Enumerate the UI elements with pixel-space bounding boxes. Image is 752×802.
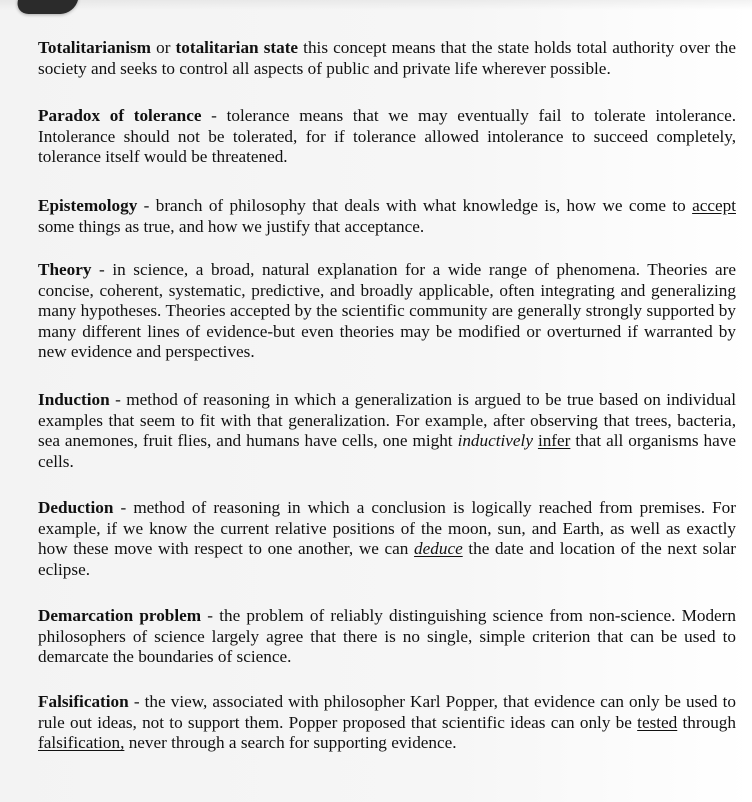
definition-falsification-part2: through — [677, 712, 736, 732]
term-induction: Induction — [38, 390, 110, 409]
entry-induction — [38, 390, 736, 472]
connector-or: or — [151, 38, 176, 57]
definition-demarcation-problem: - the problem of reliably distinguishing science from non-science. Modern philosophers of science largely agree that there is no single, simple criterion that can be used to demarcate the boundaries of science. — [38, 606, 736, 667]
term-epistemology: Epistemology — [38, 196, 138, 215]
underlined-falsification: falsification, — [38, 733, 125, 753]
entry-theory — [38, 260, 736, 363]
dark-tab-corner — [15, 0, 82, 14]
term-paradox-of-tolerance: Paradox of tolerance — [38, 106, 202, 125]
entry-deduction — [38, 498, 736, 580]
term-totalitarian-state: totalitarian state — [175, 38, 299, 57]
definition-induction-part1: - method of reasoning in which a generalization is argued to be true based on individual examples that seem to fit with that generalization. For example, after observing that trees, bacteria, sea anemones, fruit flies, and humans have cells, one might — [38, 390, 736, 451]
definition-falsification-part1: - the view, associated with philosopher Karl Popper, that evidence can only be used to rule out ideas, not to support them. Popper proposed that scientific ideas can only be — [38, 692, 736, 732]
entry-paradox-of-tolerance — [38, 106, 736, 168]
entry-epistemology — [38, 196, 736, 237]
underlined-deduce: deduce — [414, 539, 463, 559]
term-falsification: Falsification — [38, 692, 129, 711]
definition-induction-part2: that all organisms have cells. — [38, 431, 736, 471]
term-demarcation-problem: Demarcation problem — [38, 606, 202, 625]
definition-paradox-of-tolerance: - tolerance means that we may eventually fail to tolerate intolerance. Intolerance should not be tolerated, for if tolerance allowed intolerance to succeed completely, tolerance itself would be threatened. — [38, 106, 736, 167]
italic-inductively: inductively — [457, 431, 533, 451]
entry-demarcation-problem — [38, 606, 736, 668]
underlined-accept: accept — [692, 196, 736, 215]
term-totalitarianism: Totalitarianism — [38, 38, 152, 57]
definition-epistemology-part2: some things as true, and how we justify that acceptance. — [38, 216, 425, 236]
definition-theory: - in science, a broad, natural explanation for a wide range of phenomena. Theories are concise, coherent, systematic, predictive, and broadly applicable, often integrating and generalizing many hypotheses. Theories accepted by the scientific community are generally strongly supported by many different lines of evidence-but even theories may be modified or overturned if warranted by new evidence and perspectives. — [38, 260, 736, 362]
term-deduction: Deduction — [38, 498, 114, 517]
entry-totalitarianism — [38, 38, 736, 79]
underlined-tested: tested — [637, 712, 678, 732]
definition-totalitarianism: this concept means that the state holds total authority over the society and seeks to control all aspects of public and private life wherever possible. — [38, 38, 737, 78]
entry-falsification — [38, 692, 736, 754]
definition-epistemology-part1: - branch of philosophy that deals with what knowledge is, how we come to — [137, 196, 693, 215]
definition-falsification-part3: never through a search for supporting evidence. — [124, 733, 457, 753]
term-theory: Theory — [38, 260, 92, 279]
definition-deduction-part2: the date and location of the next solar eclipse. — [38, 539, 737, 579]
top-edge-shadow — [0, 0, 752, 10]
definition-deduction-part1: - method of reasoning in which a conclusion is logically reached from premises. For example, if we know the current relative positions of the moon, sun, and Earth, as well as exactly how these move with respect to one another, we can — [38, 498, 736, 559]
underlined-infer: infer — [537, 431, 571, 451]
